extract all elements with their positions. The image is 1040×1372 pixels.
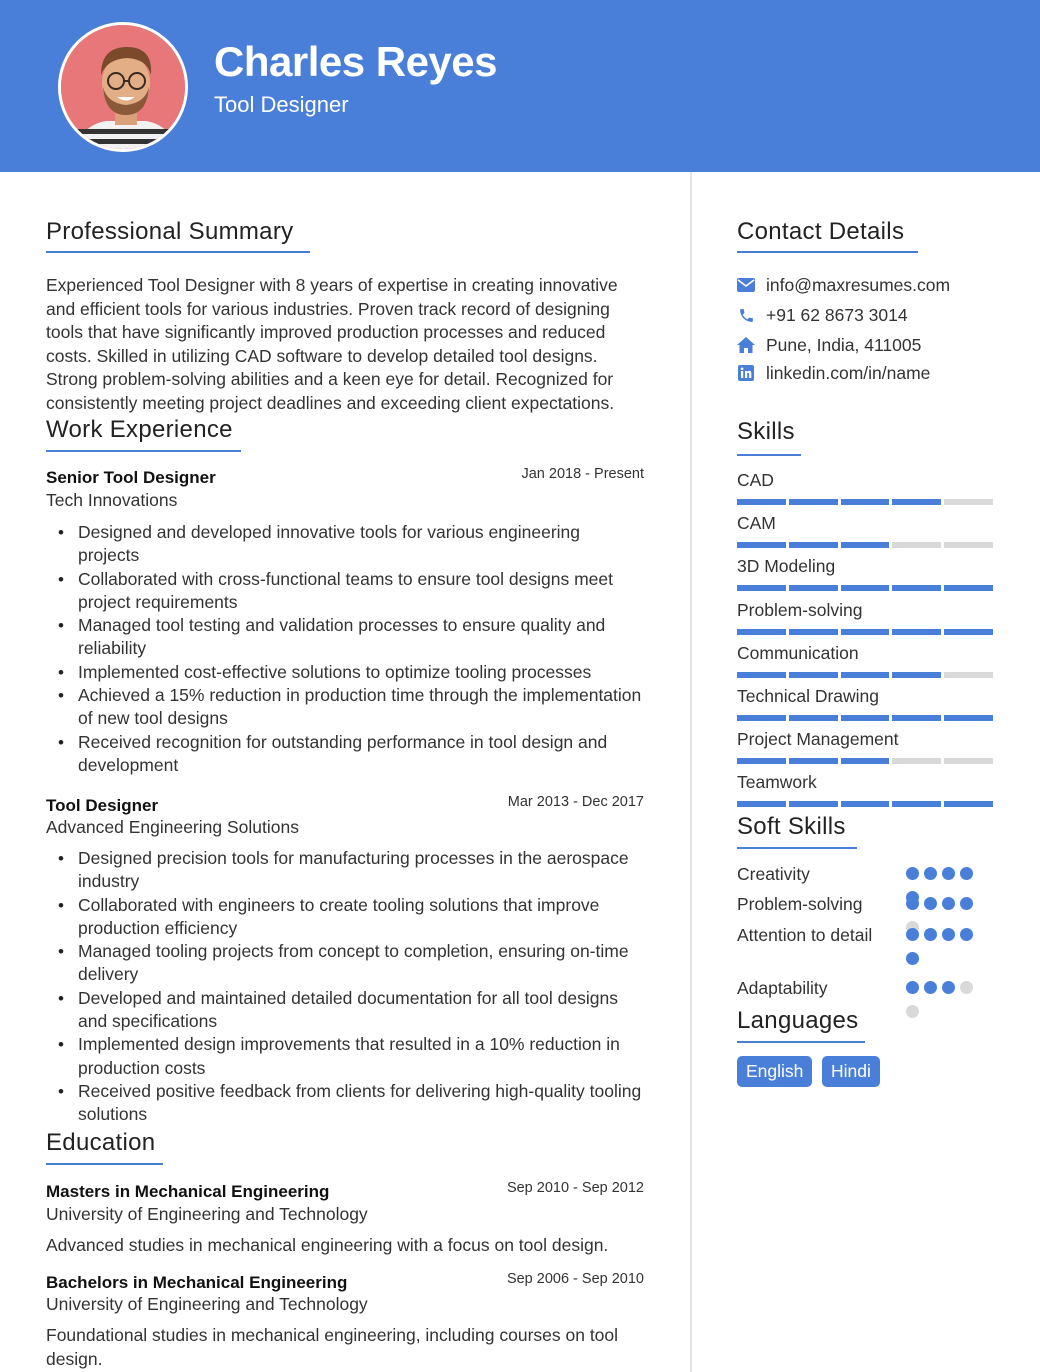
skill-label: Teamwork — [737, 772, 817, 792]
soft-skills-heading: Soft Skills — [737, 813, 846, 840]
rating-dot — [924, 928, 937, 941]
skill-level-segment — [892, 715, 941, 721]
skill-level-segment — [892, 672, 941, 678]
skill-level-segment — [944, 542, 993, 548]
skill-level-segment — [789, 715, 838, 721]
rating-dot — [960, 897, 973, 910]
rating-dot — [924, 981, 937, 994]
contact-underline — [737, 251, 918, 253]
skill-level-segment — [737, 542, 786, 548]
language-badge: English — [737, 1056, 812, 1087]
skill-level-segment — [944, 758, 993, 764]
avatar — [58, 22, 188, 152]
skill-level-segment — [944, 499, 993, 505]
job-bullet-list — [46, 521, 646, 777]
summary-heading: Professional Summary — [46, 218, 294, 245]
skill-level-segment — [841, 801, 890, 807]
skill-level-segment — [944, 672, 993, 678]
list-item: • Collaborated with engineers to create tooling solutions that improve production efficiency — [46, 894, 646, 941]
skill-level-segment — [841, 672, 890, 678]
skill-level-segment — [892, 629, 941, 635]
skill-label: Project Management — [737, 729, 899, 749]
experience-heading: Work Experience — [46, 416, 233, 443]
skill-level-segment — [841, 542, 890, 548]
skill-level-bar — [737, 758, 993, 764]
skill-level-segment — [737, 715, 786, 721]
contact-location-text: Pune, India, 411005 — [766, 334, 922, 355]
rating-dot — [924, 897, 937, 910]
contact-phone-text: +91 62 8673 3014 — [766, 304, 908, 325]
rating-dot — [906, 952, 919, 965]
soft-skills-underline — [737, 847, 857, 849]
skill-label: 3D Modeling — [737, 556, 836, 576]
list-item: • Developed and maintained detailed documentation for all tool designs and specifications — [46, 987, 646, 1034]
skills-heading: Skills — [737, 418, 795, 445]
skill-level-segment — [737, 672, 786, 678]
rating-dot — [924, 867, 937, 880]
language-badge: Hindi — [822, 1056, 880, 1087]
phone-icon — [737, 306, 755, 324]
rating-dot — [942, 981, 955, 994]
skill-level-segment — [789, 629, 838, 635]
skill-level-bar — [737, 585, 993, 591]
skill-level-segment — [789, 758, 838, 764]
soft-skill-rating — [906, 928, 980, 965]
skill-level-bar — [737, 542, 993, 548]
education-dates: Sep 2010 - Sep 2012 — [506, 1180, 644, 1196]
skill-level-segment — [841, 585, 890, 591]
linkedin-icon — [737, 364, 755, 382]
home-icon — [737, 336, 755, 354]
rating-dot — [906, 867, 919, 880]
skill-level-segment — [944, 801, 993, 807]
skill-label: Communication — [737, 643, 859, 663]
column-divider — [690, 172, 692, 1372]
skill-label: CAM — [737, 513, 776, 533]
contact-email[interactable] — [737, 273, 950, 297]
job-title: Senior Tool Designer — [46, 468, 216, 487]
skill-level-segment — [789, 542, 838, 548]
skill-level-segment — [841, 499, 890, 505]
list-item: • Designed precision tools for manufacturing processes in the aerospace industry — [46, 847, 646, 894]
skill-level-segment — [892, 758, 941, 764]
summary-underline — [46, 251, 310, 253]
skill-level-segment — [737, 758, 786, 764]
job-title: Tool Designer — [46, 796, 159, 815]
skill-label: Problem-solving — [737, 600, 863, 620]
rating-dot — [942, 867, 955, 880]
skill-level-bar — [737, 629, 993, 635]
list-item: • Collaborated with cross-functional teams to ensure tool designs meet project requirements — [46, 568, 646, 615]
job-bullet-list — [46, 847, 646, 1127]
email-icon — [737, 276, 755, 294]
skill-label: CAD — [737, 470, 774, 490]
skill-level-segment — [737, 499, 786, 505]
skill-level-segment — [789, 672, 838, 678]
education-description: Foundational studies in mechanical engineering, including courses on tool design. — [46, 1325, 619, 1369]
soft-skill-rating — [906, 981, 980, 1018]
skill-level-bar — [737, 672, 993, 678]
list-item: • Managed tool testing and validation processes to ensure quality and reliability — [46, 614, 646, 661]
degree-title: Bachelors in Mechanical Engineering — [46, 1273, 348, 1292]
education-underline — [46, 1163, 163, 1165]
profile-photo — [61, 25, 188, 152]
list-item: • Designed and developed innovative tools for various engineering projects — [46, 521, 646, 568]
skill-level-segment — [789, 801, 838, 807]
contact-email-text: info@maxresumes.com — [766, 274, 951, 295]
soft-skill-label: Adaptability — [737, 978, 828, 998]
skill-label: Technical Drawing — [737, 686, 880, 706]
candidate-title: Tool Designer — [214, 92, 349, 117]
contact-location — [737, 333, 921, 357]
contact-linkedin[interactable] — [737, 361, 930, 385]
languages-underline — [737, 1041, 865, 1043]
skill-level-bar — [737, 499, 993, 505]
rating-dot — [906, 981, 919, 994]
soft-skill-label: Problem-solving — [737, 894, 863, 914]
languages-heading: Languages — [737, 1007, 859, 1034]
skill-level-bar — [737, 715, 993, 721]
skill-level-segment — [841, 715, 890, 721]
contact-phone[interactable] — [737, 303, 908, 327]
skill-level-segment — [944, 585, 993, 591]
job-company: Advanced Engineering Solutions — [46, 817, 299, 837]
skill-level-segment — [892, 499, 941, 505]
list-item: • Received recognition for outstanding performance in tool design and development — [46, 731, 646, 778]
contact-heading: Contact Details — [737, 218, 905, 245]
rating-dot — [960, 867, 973, 880]
header-banner — [0, 0, 1040, 172]
rating-dot — [942, 928, 955, 941]
job-dates: Mar 2013 - Dec 2017 — [507, 794, 644, 810]
rating-dot — [906, 1005, 919, 1018]
list-item: • Received positive feedback from clients for delivering high-quality tooling solutions — [46, 1080, 646, 1127]
skill-level-bar — [737, 801, 993, 807]
skill-level-segment — [892, 585, 941, 591]
rating-dot — [906, 928, 919, 941]
soft-skill-label: Attention to detail — [737, 925, 873, 945]
degree-title: Masters in Mechanical Engineering — [46, 1182, 330, 1201]
contact-linkedin-text: linkedin.com/in/name — [766, 362, 931, 383]
job-company: Tech Innovations — [46, 490, 178, 510]
rating-dot — [906, 897, 919, 910]
education-heading: Education — [46, 1129, 156, 1156]
school-name: University of Engineering and Technology — [46, 1294, 368, 1314]
education-dates: Sep 2006 - Sep 2010 — [506, 1271, 644, 1287]
list-item: • Implemented cost-effective solutions to optimize tooling processes — [46, 661, 646, 684]
experience-underline — [46, 450, 241, 452]
skill-level-segment — [789, 585, 838, 591]
skill-level-segment — [841, 758, 890, 764]
rating-dot — [960, 981, 973, 994]
skill-level-segment — [737, 629, 786, 635]
rating-dot — [960, 928, 973, 941]
list-item: • Managed tooling projects from concept to completion, ensuring on-time delivery — [46, 940, 646, 987]
education-description: Advanced studies in mechanical engineering with a focus on tool design. — [46, 1235, 609, 1255]
skills-underline — [737, 454, 801, 456]
skill-level-segment — [944, 629, 993, 635]
rating-dot — [942, 897, 955, 910]
candidate-name: Charles Reyes — [214, 38, 498, 85]
job-dates: Jan 2018 - Present — [521, 466, 644, 482]
list-item: • Implemented design improvements that resulted in a 10% reduction in production costs — [46, 1033, 646, 1080]
skill-level-segment — [737, 585, 786, 591]
skill-level-segment — [789, 499, 838, 505]
summary-text: Experienced Tool Designer with 8 years of expertise in creating innovative and efficient tools for various industries. Proven track record of designing tools that have significantly improved production processes and reduced costs. Skilled in utilizing CAD software to develop detailed tool designs. Strong problem-solving abilities and a keen eye for detail. Recognized for consistently meeting project deadlines and exceeding client expectations. — [46, 275, 618, 413]
soft-skill-label: Creativity — [737, 864, 810, 884]
school-name: University of Engineering and Technology — [46, 1204, 368, 1224]
list-item: • Achieved a 15% reduction in production time through the implementation of new tool designs — [46, 684, 646, 731]
skill-level-segment — [841, 629, 890, 635]
skill-level-segment — [892, 542, 941, 548]
skill-level-segment — [737, 801, 786, 807]
skill-level-segment — [944, 715, 993, 721]
skill-level-segment — [892, 801, 941, 807]
